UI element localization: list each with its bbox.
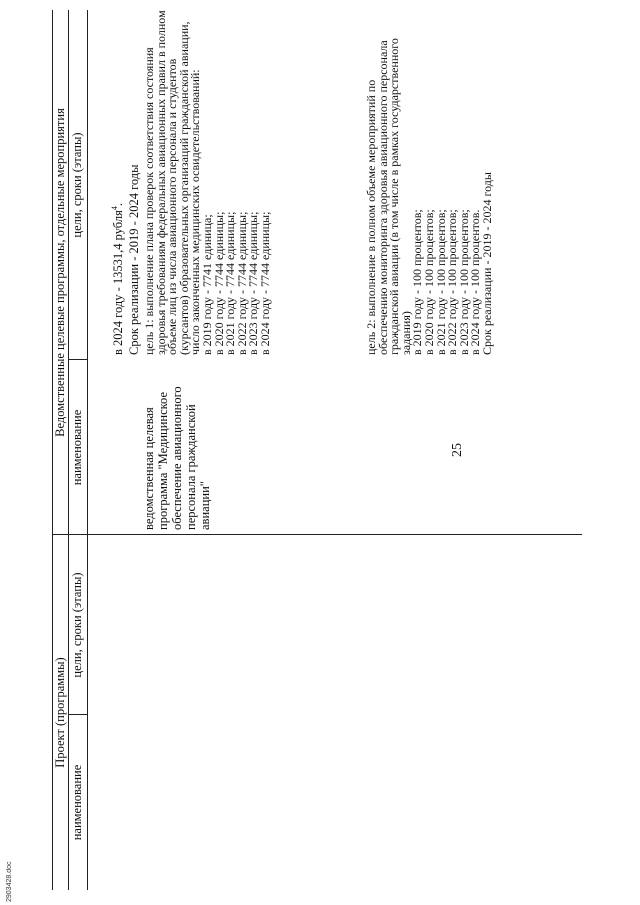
rotated-table-sheet — [52, 10, 582, 890]
footnote-ref: 4 — [110, 206, 119, 211]
page-number: 25 — [450, 443, 465, 457]
header-project-programs: Проект (программы) — [53, 657, 67, 768]
implementation-period: Срок реализации - 2019 - 2024 годы — [127, 164, 142, 355]
header-col-name-left: наименование — [70, 764, 84, 841]
header-divider — [68, 10, 69, 890]
document-code: 2903428.doc — [6, 861, 13, 902]
goal-1-text: цель 1: выполнение плана проверок соответствия состояния здоровья требованиям федеральных авиационных правил в полном объеме лиц из числа авиационного персонала и студентов (курсантов) образовательных организаций гражданской авиации, число законченных медицинских освидетельствований: в 2019 году - 7741 единица; в 2020 году - 7744 единицы; в 2021 году - 7744 единицы; в 2022 году - 7744 единицы; в 2023 году - 7744 единицы; в 2024 году - 7744 единицы; — [142, 10, 272, 355]
funding-2024: в 2024 году - 13531,4 рубля — [111, 210, 126, 355]
group-separator — [52, 534, 582, 535]
header-col-name-right: наименование — [70, 409, 84, 486]
header-col-goals-left: цели, сроки (этапы) — [70, 572, 84, 678]
funding-and-period — [107, 10, 142, 355]
program-name: ведомственная целевая программа "Медицинское обеспечение авиационного персонала гражданской авиации" — [142, 386, 212, 530]
header-departmental-programs: Ведомственные целевые программы, отдельные мероприятия — [53, 108, 67, 437]
header-col-goals-right: цели, сроки (этапы) — [70, 132, 84, 238]
header-bottom-border — [87, 10, 88, 890]
funding-2024-end: . — [111, 203, 126, 207]
goal-2-text: цель 2: выполнение в полном объеме мероприятий по обеспечению мониторинга здоровья авиационного персонала гражданской авиации (в том числе в рамках государственного задания) в 2019 году - 100 процентов; в 2020 году - 100 процентов; в 2021 году - 100 процентов; в 2022 году - 100 процентов; в 2023 году - 100 процентов; в 2024 году - 100 процентов. Срок реализации - 2019 - 2024 годы — [364, 38, 494, 355]
